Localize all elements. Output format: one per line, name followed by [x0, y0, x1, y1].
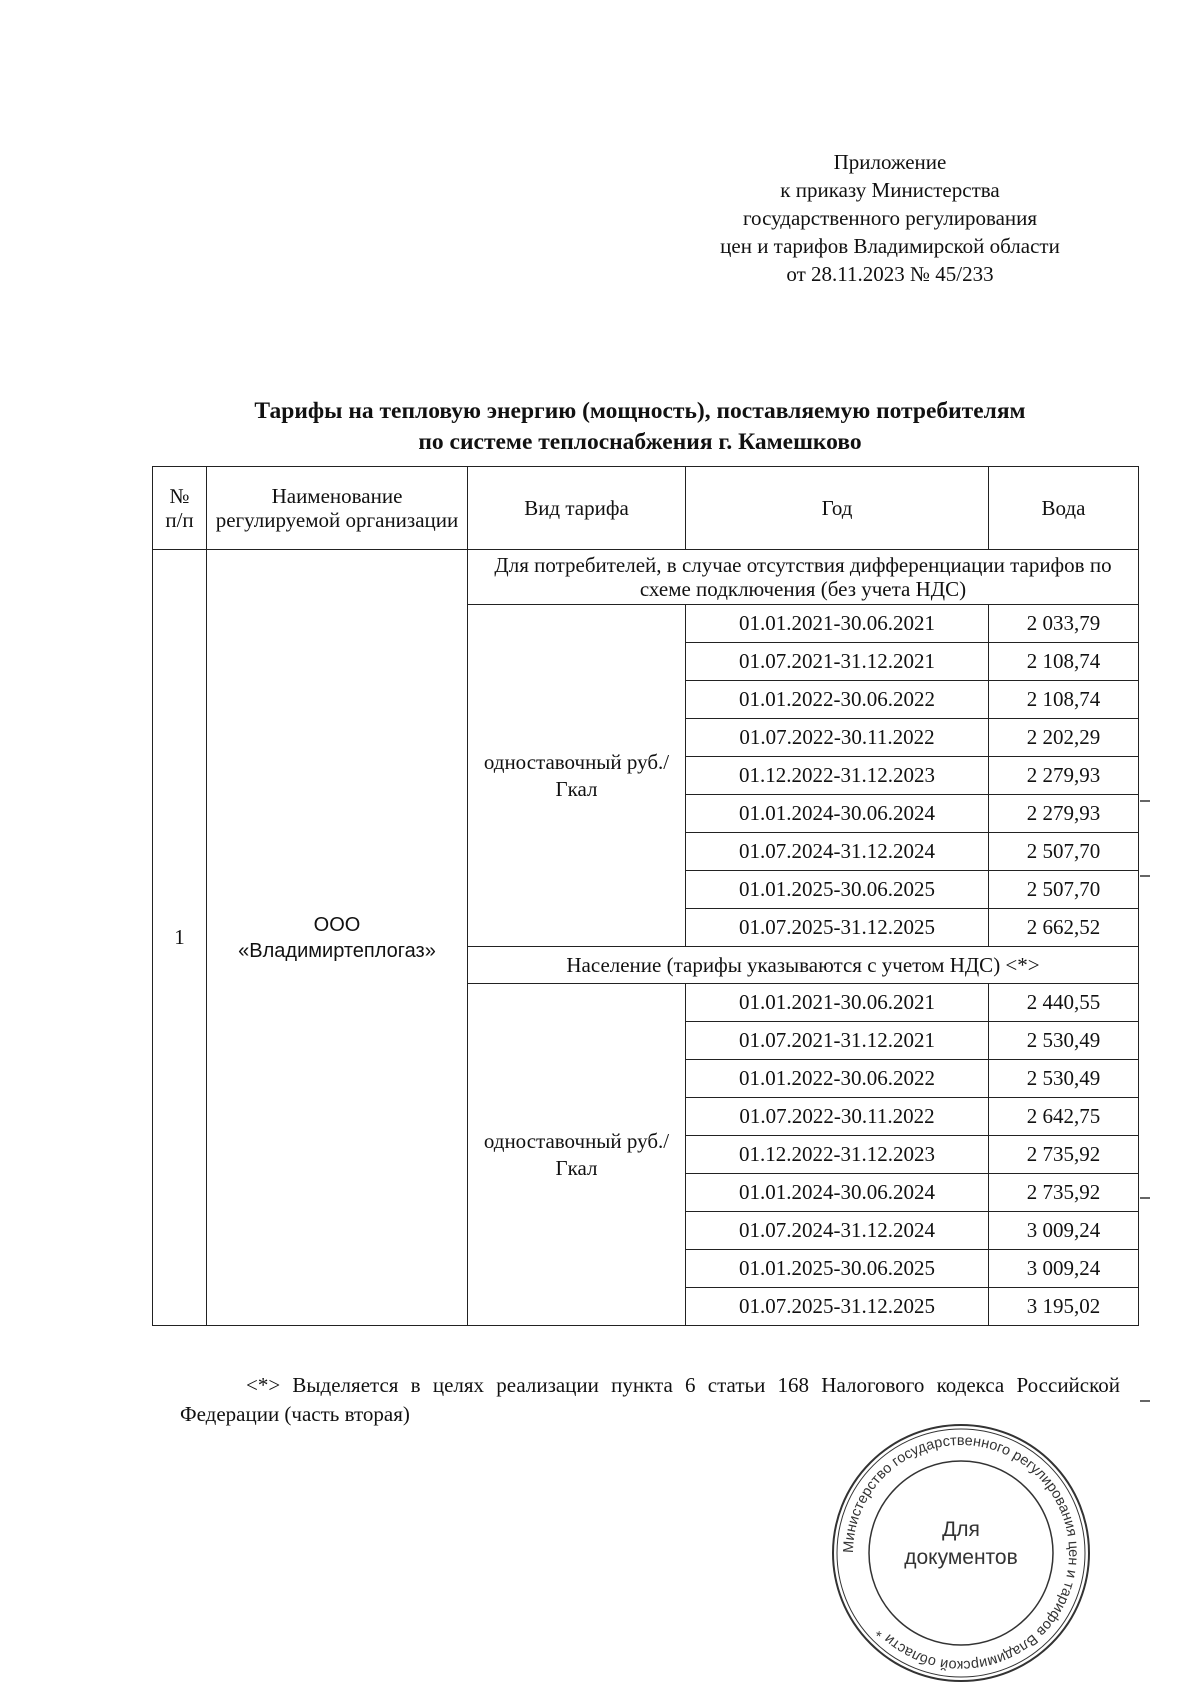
header-year: Год [686, 467, 989, 550]
scan-margin-mark [1140, 875, 1150, 877]
header-line: цен и тарифов Владимирской области [720, 234, 1060, 258]
period-cell: 01.01.2024-30.06.2024 [686, 795, 989, 833]
stamp-center-line: Для [942, 1518, 980, 1541]
value-cell: 2 530,49 [989, 1060, 1139, 1098]
period-cell: 01.01.2025-30.06.2025 [686, 1250, 989, 1288]
period-cell: 01.07.2025-31.12.2025 [686, 1288, 989, 1326]
header-org: Наименование регулируемой организации [207, 467, 468, 550]
period-cell: 01.07.2024-31.12.2024 [686, 833, 989, 871]
period-cell: 01.07.2021-31.12.2021 [686, 643, 989, 681]
document-title [150, 396, 1130, 458]
scan-margin-mark [1140, 800, 1150, 802]
section-title: Население (тарифы указываются с учетом НДС) <*> [468, 947, 1139, 984]
value-cell: 2 108,74 [989, 681, 1139, 719]
header-type: Вид тарифа [468, 467, 686, 550]
title-line-2: по системе теплоснабжения г. Камешково [418, 429, 862, 455]
value-cell: 2 735,92 [989, 1174, 1139, 1212]
value-cell: 2 530,49 [989, 1022, 1139, 1060]
value-cell: 2 033,79 [989, 605, 1139, 643]
value-cell: 3 009,24 [989, 1250, 1139, 1288]
footnote: <*> Выделяется в целях реализации пункта 6 статьи 168 Налогового кодекса Российской Федерации (часть вторая) [180, 1373, 1120, 1426]
period-cell: 01.07.2021-31.12.2021 [686, 1022, 989, 1060]
value-cell: 2 735,92 [989, 1136, 1139, 1174]
tariff-type: одноставочный руб./Гкал [468, 984, 686, 1326]
value-cell: 2 642,75 [989, 1098, 1139, 1136]
value-cell: 2 279,93 [989, 757, 1139, 795]
period-cell: 01.01.2024-30.06.2024 [686, 1174, 989, 1212]
header-water: Вода [989, 467, 1139, 550]
period-cell: 01.07.2025-31.12.2025 [686, 909, 989, 947]
value-cell: 3 009,24 [989, 1212, 1139, 1250]
section-title-row [153, 550, 1139, 605]
period-cell: 01.12.2022-31.12.2023 [686, 757, 989, 795]
value-cell: 2 662,52 [989, 909, 1139, 947]
appendix-header [660, 148, 1120, 288]
title-line-1: Тарифы на тепловую энергию (мощность), поставляемую потребителям [254, 398, 1026, 424]
value-cell: 2 507,70 [989, 871, 1139, 909]
value-cell: 2 440,55 [989, 984, 1139, 1022]
header-line: от 28.11.2023 № 45/233 [786, 262, 994, 286]
value-cell: 2 202,29 [989, 719, 1139, 757]
scan-margin-mark [1140, 1400, 1150, 1402]
period-cell: 01.07.2022-30.11.2022 [686, 719, 989, 757]
organization-name: ООО «Владимиртеплогаз» [207, 550, 468, 1326]
value-cell: 2 108,74 [989, 643, 1139, 681]
scan-margin-mark [1140, 1197, 1150, 1199]
official-stamp [828, 1420, 1094, 1686]
period-cell: 01.01.2022-30.06.2022 [686, 681, 989, 719]
period-cell: 01.12.2022-31.12.2023 [686, 1136, 989, 1174]
period-cell: 01.01.2021-30.06.2021 [686, 984, 989, 1022]
period-cell: 01.01.2025-30.06.2025 [686, 871, 989, 909]
tariff-type: одноставочный руб./Гкал [468, 605, 686, 947]
section-title: Для потребителей, в случае отсутствия дифференциации тарифов по схеме подключения (без учета НДС) [468, 550, 1139, 605]
period-cell: 01.01.2021-30.06.2021 [686, 605, 989, 643]
value-cell: 3 195,02 [989, 1288, 1139, 1326]
value-cell: 2 507,70 [989, 833, 1139, 871]
header-line: к приказу Министерства [780, 178, 1000, 202]
tariff-table [152, 466, 1139, 1326]
stamp-center-text [828, 1516, 1094, 1572]
stamp-ring-textpath: Министерство государственного регулирования цен и тарифов Владимирской области * [840, 1432, 1082, 1674]
period-cell: 01.01.2022-30.06.2022 [686, 1060, 989, 1098]
stamp-center-line: документов [904, 1546, 1018, 1569]
header-line: государственного регулирования [742, 206, 1038, 230]
value-cell: 2 279,93 [989, 795, 1139, 833]
header-line: Приложение [833, 150, 947, 174]
period-cell: 01.07.2022-30.11.2022 [686, 1098, 989, 1136]
row-number: 1 [153, 550, 207, 1326]
header-num: № п/п [153, 467, 207, 550]
table-header-row [153, 467, 1139, 550]
period-cell: 01.07.2024-31.12.2024 [686, 1212, 989, 1250]
